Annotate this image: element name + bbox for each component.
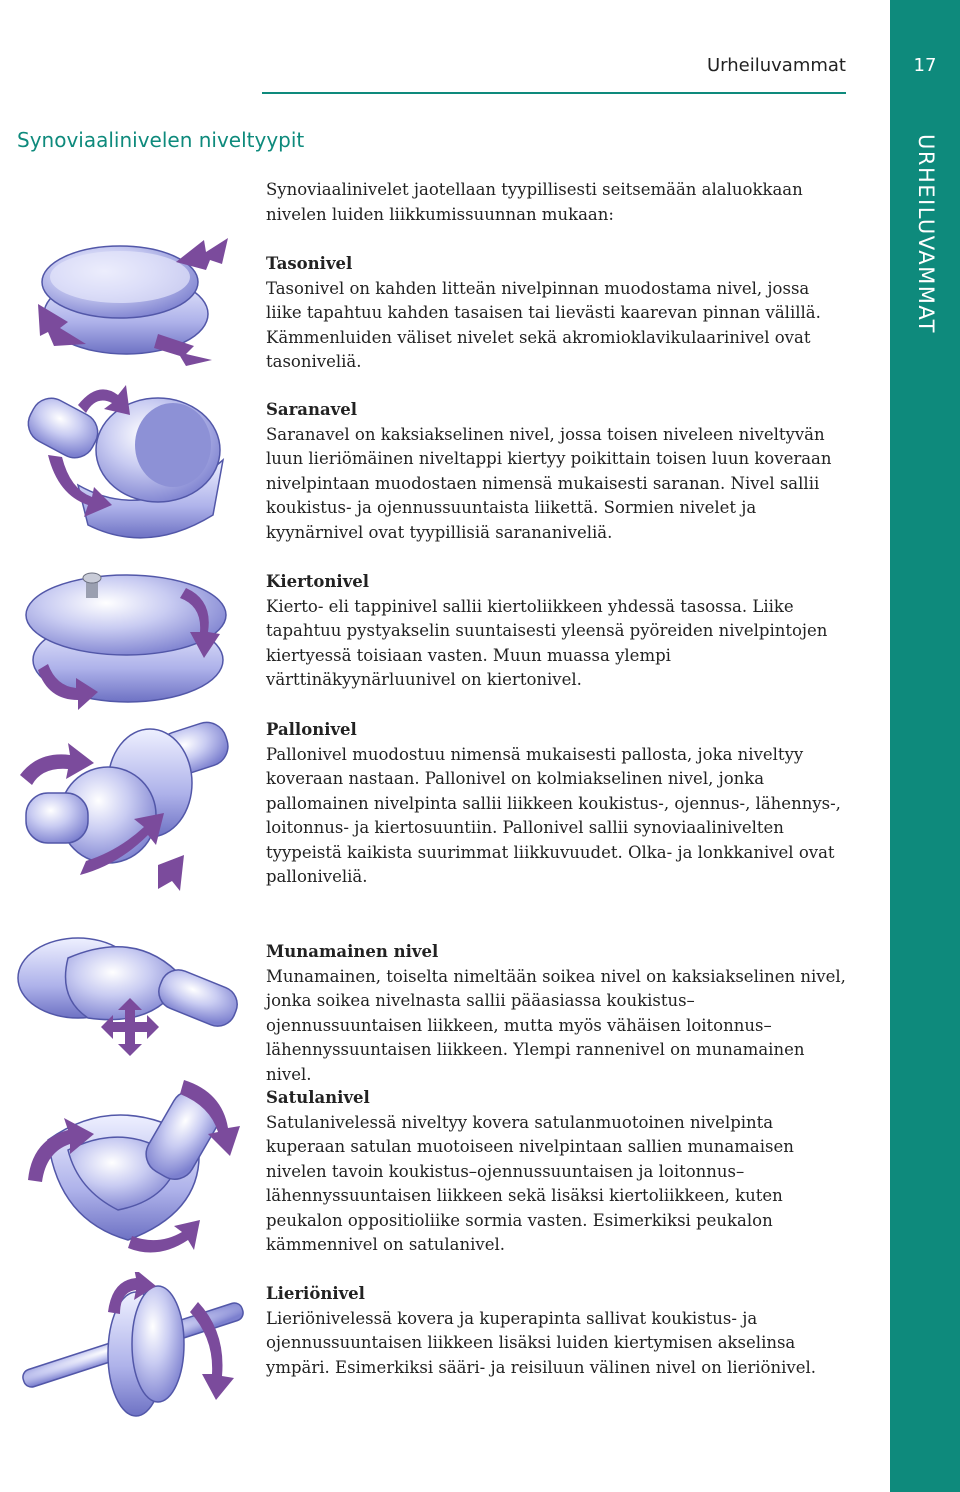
joint-text: Tasonivel on kahden litteän nivelpinnan muodostama nivel, jossa liike tapahtuu kahden tasaisen tai lievästi kaarevan pinnan välillä. Kämmenluiden väliset nivelet sekä akromioklavikulaarinivel ovat tasoniveliä.: [266, 278, 821, 371]
joint-text: Kierto- eli tappinivel sallii kiertoliikkeen yhdessä tasossa. Liike tapahtuu pystyakselin suuntaisesti yleensä pyöreiden nivelpintojen kiertyessä toisiaan vasten. Muun muassa ylempi värttinäkyynärluunivel on kiertonivel.: [266, 596, 828, 689]
running-head: Urheiluvammat: [707, 55, 846, 76]
joint-text: Satulanivelessä niveltyy kovera satulanmuotoinen nivelpinta kuperaan satulan muotoiseen nivelpintaan sallien munamaisen nivelen tavoin koukistus–ojennussuuntaisen ja loitonnus–lähennyssuuntaisen liikkeen sekä lisäksi kiertoliikkeen, kuten peukalon oppositioliike sormia vasten. Esimerkiksi peukalon kämmennivel on satulanivel.: [266, 1112, 794, 1254]
joint-title: Kiertonivel: [266, 572, 370, 591]
joint-title: Lieriönivel: [266, 1284, 365, 1303]
cylindrical-joint-illustration: [8, 1272, 253, 1432]
joint-block-kiertonivel: [266, 570, 846, 693]
joint-block-saranavel: [266, 398, 846, 545]
pivot-joint-illustration: [8, 560, 253, 715]
joint-title: Saranavel: [266, 400, 358, 419]
joint-text: Munamainen, toiselta nimeltään soikea nivel on kaksiakselinen nivel, jonka soikea nivelnasta sallii pääasiassa koukistus–ojennussuuntaisen liikkeen, mutta myös vähäisen loitonnus–lähennyssuuntaisen liikkeen. Ylempi rannenivel on munamainen nivel.: [266, 966, 846, 1084]
page-number: 17: [913, 55, 937, 76]
joint-title: Munamainen nivel: [266, 942, 439, 961]
joint-title: Pallonivel: [266, 720, 357, 739]
joint-text: Saranavel on kaksiakselinen nivel, jossa toisen niveleen niveltyvän luun lieriömäinen niveltappi kiertyy poikittain toisen luun koveraan nivelpintaan muodostaen nimensä mukaisesti saranan. Nivel sallii koukistus- ja ojennussuuntaista liikettä. Sormien nivelet ja kyynärnivel ovat tyypillisiä sarananiveliä.: [266, 424, 832, 542]
joint-text: Pallonivel muodostuu nimensä mukaisesti pallosta, joka niveltyy koveraan nastaan. Pallonivel on kolmiakselinen nivel, jonka pallomainen nivelpinta sallii liikkeen koukistus-, ojennus-, lähennys-, loitonnus- ja kiertosuuntiin. Pallonivel sallii synoviaalinivelten tyypeistä kaikista suurimmat liikkuvuudet. Olka- ja lonkkanivel ovat palloniveliä.: [266, 744, 841, 886]
saddle-joint-illustration: [8, 1070, 253, 1275]
header-rule: [262, 92, 846, 94]
intro-paragraph: Synoviaalinivelet jaotellaan tyypillisesti seitsemään alaluokkaan nivelen luiden liikkumissuunnan mukaan:: [266, 180, 803, 224]
joint-text: Lieriönivelessä kovera ja kuperapinta sallivat koukistus- ja ojennussuuntaisen liikkeen lisäksi luiden kiertymisen akselinsa ympäri. Esimerkiksi sääri- ja reisiluun välinen nivel on lieriönivel.: [266, 1308, 816, 1377]
joint-title: Tasonivel: [266, 254, 353, 273]
section-title: Synoviaalinivelen niveltyypit: [17, 128, 305, 152]
joint-title: Satulanivel: [266, 1088, 370, 1107]
joint-block-pallonivel: [266, 718, 846, 890]
joint-block-tasonivel: [266, 252, 846, 375]
hinge-joint-illustration: [8, 375, 253, 550]
ellipsoid-joint-illustration: [8, 918, 253, 1078]
side-chapter-label: URHEILUVAMMAT: [914, 134, 938, 334]
plane-joint-illustration: [8, 222, 253, 372]
ball-joint-illustration: [8, 715, 253, 910]
joint-block-lierionivel: [266, 1282, 846, 1380]
joint-block-satulanivel: [266, 1086, 846, 1258]
joint-block-munamainen: [266, 940, 846, 1087]
